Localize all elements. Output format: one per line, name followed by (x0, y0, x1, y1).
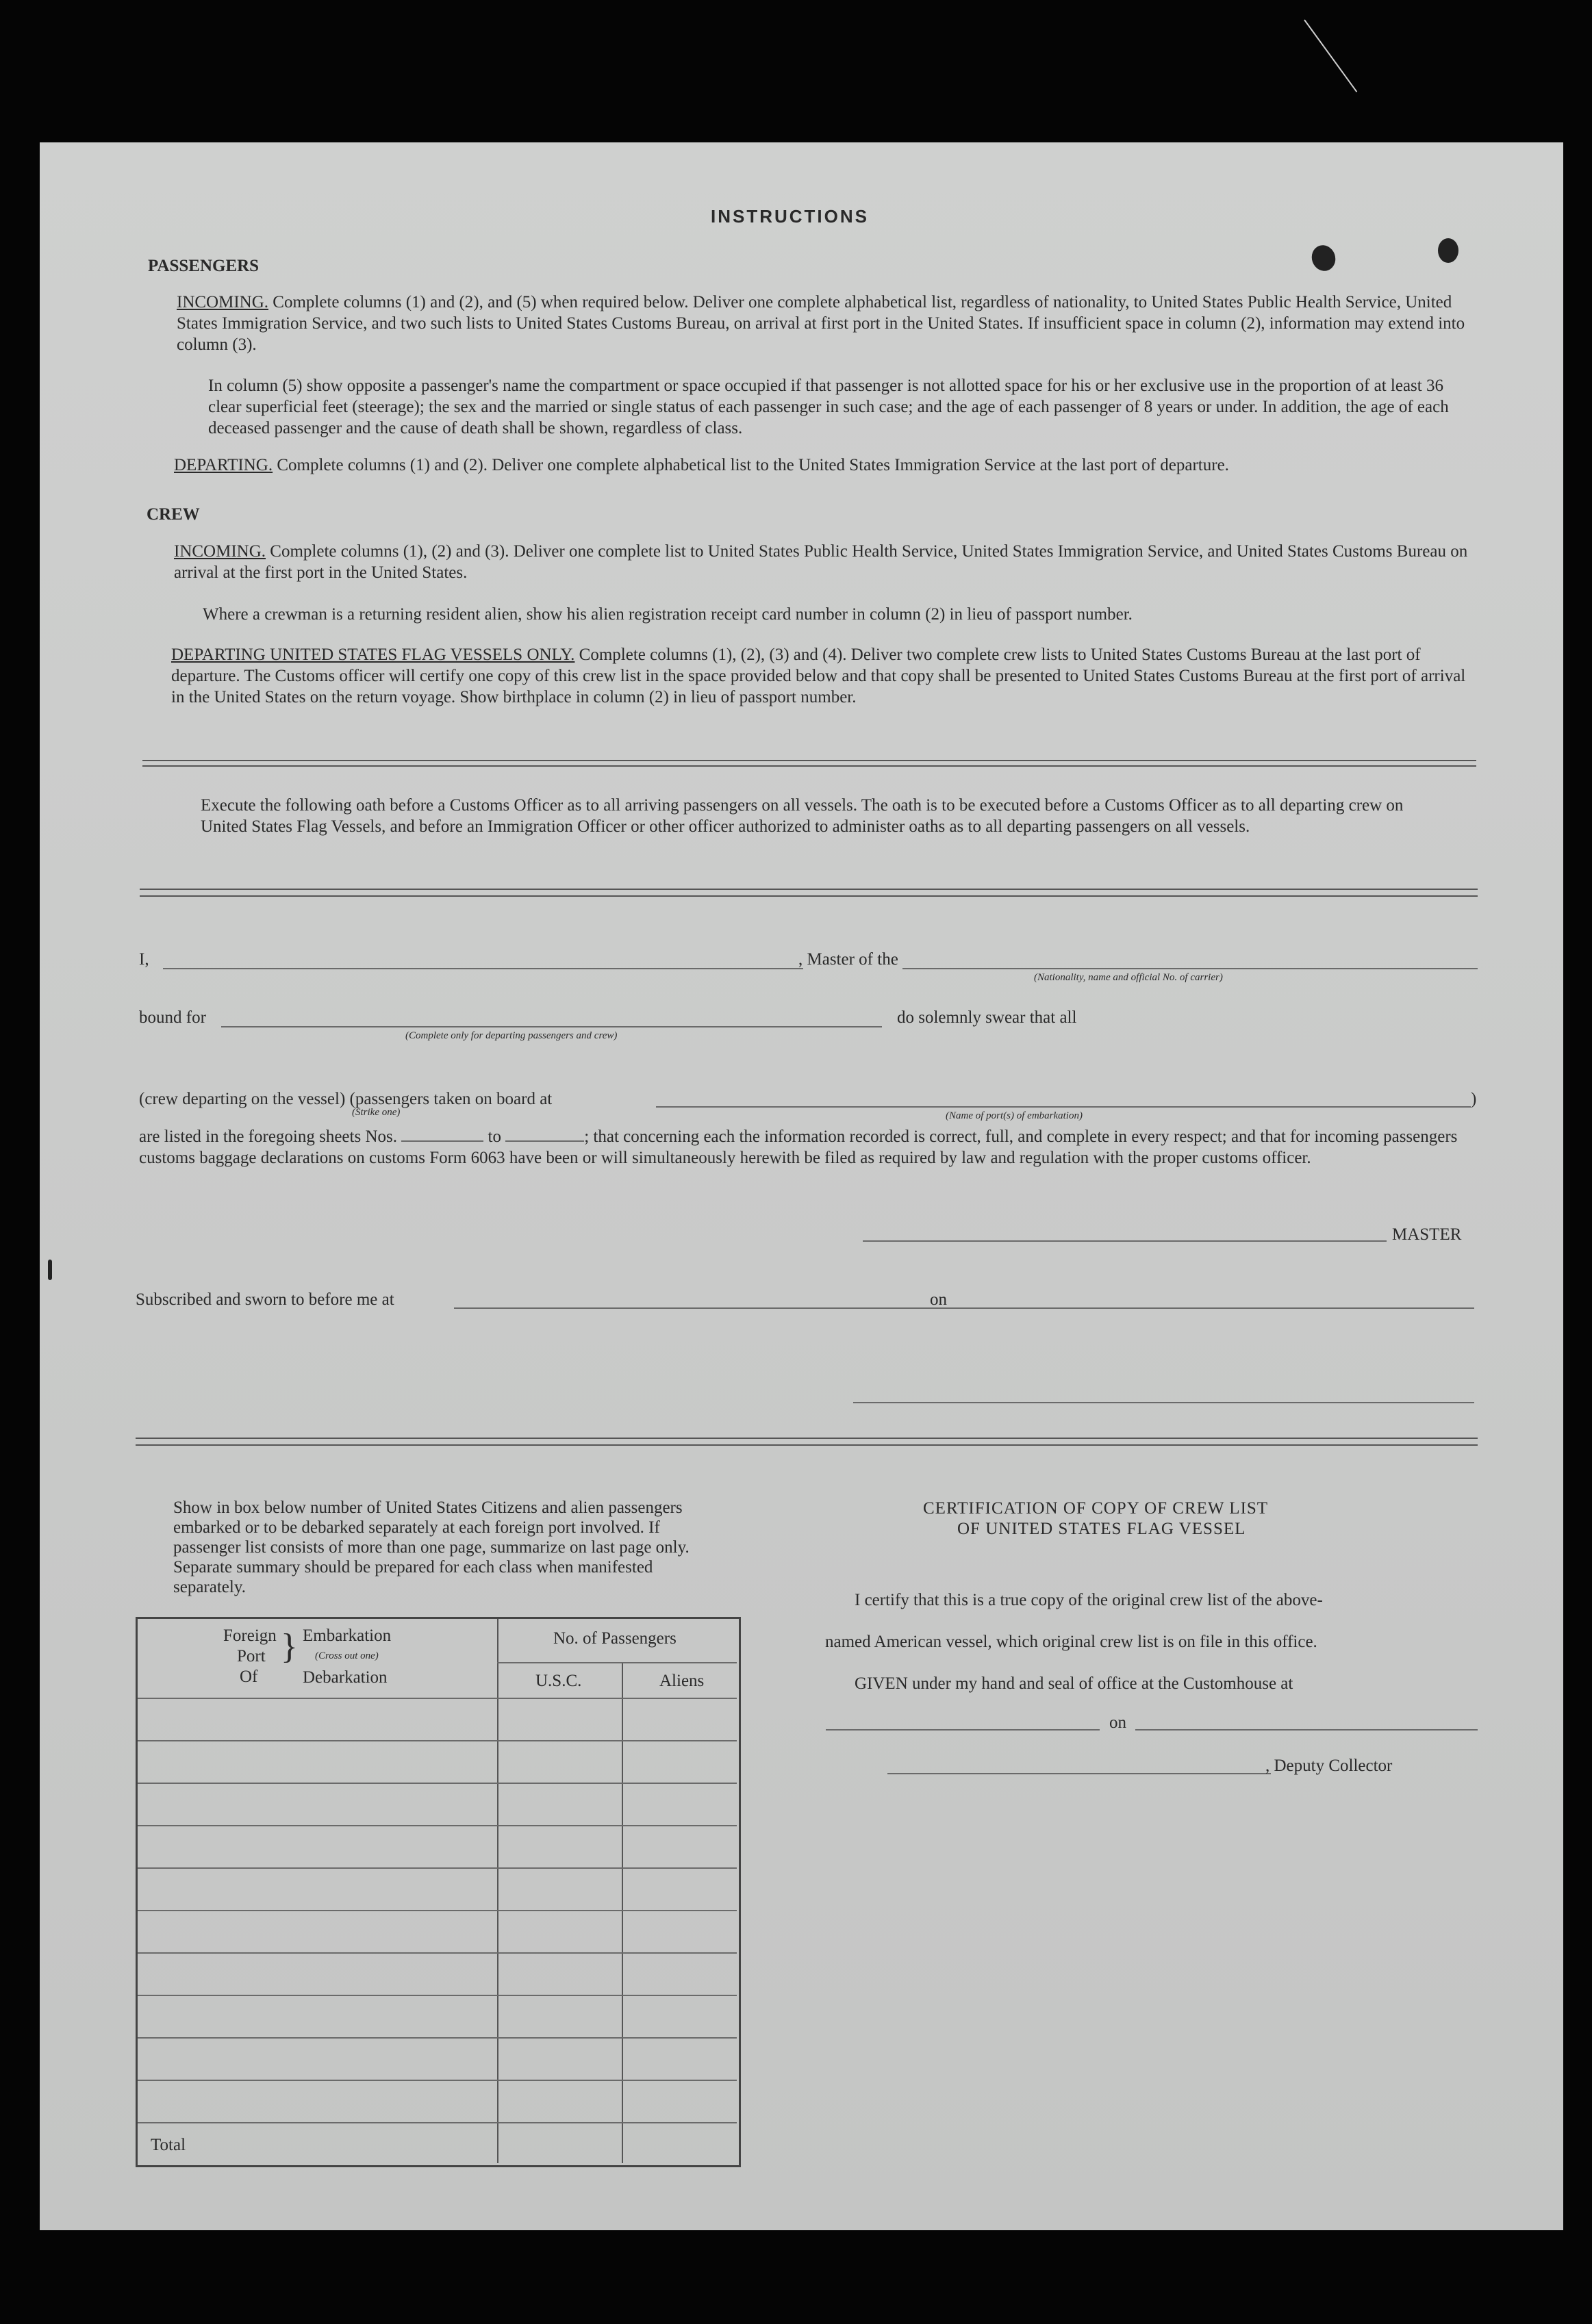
sheets-paragraph (139, 1126, 1481, 1169)
table-row[interactable] (138, 2080, 737, 2081)
certification-line1: I certify that this is a true copy of the original crew list of the above- (855, 1591, 1323, 1609)
table-row[interactable] (138, 2122, 737, 2123)
to-label: to (488, 1127, 501, 1146)
certification-date-field[interactable] (1135, 1729, 1478, 1731)
nationality-hint: (Nationality, name and official No. of carrier) (1034, 972, 1223, 983)
summary-instructions: Show in box below number of United States Citizens and alien passengers embarked or to be debarked separately at each foreign port involved. If passenger list consists of more than one page, summarize on last page only. Separate summary should be prepared for each class when manifested separately. (173, 1498, 690, 1596)
ink-blot (1309, 242, 1339, 274)
subscribed-place-field[interactable] (454, 1307, 961, 1309)
passengers-departing-label: DEPARTING. (174, 456, 273, 474)
certification-line3: GIVEN under my hand and seal of office at the Customhouse at (855, 1674, 1293, 1693)
section-divider (140, 895, 1478, 897)
table-row[interactable] (138, 1825, 737, 1826)
table-row[interactable] (138, 2037, 737, 2039)
col-debarkation: Debarkation (303, 1668, 388, 1687)
crew-incoming-paragraph (174, 541, 1482, 583)
bound-for-label: bound for (139, 1008, 206, 1027)
col-embarkation: Embarkation (303, 1626, 392, 1645)
master-name-field[interactable] (163, 968, 803, 969)
statement-text: ; that concerning each the information recorded is correct, full, and complete in every respect; and that for incoming passengers customs baggage declarations on customs Form 6063 have been or will simultaneously herewith be filed as required by law and regulation with the proper customs officer. (139, 1127, 1458, 1167)
crew-heading: CREW (147, 505, 200, 524)
crew-departing-text: Complete columns (1), (2), (3) and (4). Deliver two complete crew lists to United States Customs Bureau at the last port of departure. The Customs officer will certify one copy of this crew list in the space provided below and that copy shall be presented to United States Customs Bureau at the first port of arrival in the United States on the return voyage. Show birthplace in column (2) in lieu of passport number. (171, 646, 1466, 706)
listed-in-label: are listed in the foregoing sheets Nos. (139, 1127, 397, 1146)
form-sheet (40, 142, 1563, 2230)
table-row[interactable] (138, 1867, 737, 1869)
col-aliens: Aliens (659, 1672, 705, 1690)
master-signature-field[interactable] (863, 1240, 1387, 1242)
passengers-incoming-paragraph (177, 292, 1478, 355)
passengers-column5-text: In column (5) show opposite a passenger's name the compartment or space occupied if that passenger is not allotted space for his or her exclusive use in the proportion of at least 36 clear superficial feet (steerage); the sex and the married or single status of each passenger in such case; and the age of each passenger of 8 years or under. In addition, the age of each deceased passenger and the cause of death shall be shown, regardless of class. (208, 376, 1449, 437)
close-paren: ) (1471, 1090, 1477, 1108)
table-row[interactable] (138, 1995, 737, 1996)
crew-departing-label: (crew departing on the vessel) (passengers taken on board at (139, 1090, 553, 1108)
subscribed-label: Subscribed and sworn to before me at (136, 1290, 394, 1309)
customhouse-field[interactable] (826, 1729, 1100, 1731)
section-divider (136, 1438, 1478, 1439)
oath-intro: Execute the following oath before a Customs Officer as to all arriving passengers on all vessels. The oath is to be executed before a Customs Officer as to all departing crew on United States Flag Vessels, and before an Immigration Officer or other officer authorized to administer oaths as to all departing passengers on all vessels. (201, 796, 1404, 836)
table-divider (497, 1662, 737, 1663)
col-port: Port (237, 1647, 266, 1665)
col-no-passengers: No. of Passengers (553, 1629, 677, 1648)
passengers-heading: PASSENGERS (148, 257, 260, 275)
officer-signature-field[interactable] (853, 1402, 1474, 1403)
swear-text: do solemnly swear that all (897, 1008, 1077, 1027)
master-signature-label: MASTER (1392, 1225, 1462, 1244)
crew-incoming-text: Complete columns (1), (2) and (3). Deliver one complete list to United States Public Health Service, United States Immigration Service, and United States Customs Bureau on arrival at the first port in the United States. (174, 542, 1468, 582)
master-of-label: , Master of the (798, 950, 898, 969)
table-row[interactable] (138, 1952, 737, 1954)
section-divider (136, 1444, 1478, 1446)
subscribed-date-field[interactable] (957, 1307, 1474, 1309)
passengers-departing-text: Complete columns (1) and (2). Deliver one complete alphabetical list to the United States Immigration Service at the last port of departure. (277, 456, 1229, 474)
thread-stroke (1304, 19, 1357, 92)
crew-departing-label: DEPARTING UNITED STATES FLAG VESSELS ONLY. (171, 646, 575, 664)
ports-hint: (Name of port(s) of embarkation) (946, 1110, 1083, 1121)
ink-blot (1438, 238, 1458, 263)
deputy-collector-signature[interactable] (887, 1773, 1271, 1774)
col-of: Of (240, 1668, 258, 1686)
sheet-to-field[interactable] (505, 1127, 584, 1142)
crew-incoming-label: INCOMING. (174, 542, 266, 561)
instructions-title: INSTRUCTIONS (711, 206, 869, 227)
col-usc: U.S.C. (535, 1672, 582, 1690)
bound-for-field[interactable] (221, 1026, 882, 1027)
embarkation-ports-field[interactable] (656, 1106, 1471, 1108)
complete-only-hint: (Complete only for departing passengers and crew) (405, 1030, 618, 1041)
table-divider (497, 1619, 498, 2163)
sheet-from-field[interactable] (401, 1127, 483, 1142)
section-divider (142, 760, 1476, 761)
table-row[interactable] (138, 1740, 737, 1741)
oath-i-label: I, (139, 950, 149, 969)
passengers-departing-paragraph (174, 455, 1482, 476)
section-divider (142, 765, 1476, 767)
brace-glyph: } (281, 1627, 298, 1666)
certification-line2: named American vessel, which original crew list is on file in this office. (825, 1633, 1317, 1651)
pencil-mark (48, 1260, 52, 1280)
crew-departing-paragraph (171, 644, 1482, 708)
deputy-collector-label: , Deputy Collector (1265, 1757, 1393, 1775)
passenger-summary-table (136, 1617, 741, 2167)
col-cross-out: (Cross out one) (315, 1650, 379, 1661)
passengers-incoming-label: INCOMING. (177, 293, 269, 311)
table-divider (622, 1662, 623, 2163)
total-label: Total (151, 2136, 186, 2154)
table-divider (138, 1698, 737, 1699)
col-foreign: Foreign (223, 1626, 277, 1645)
subscribed-on-label: on (930, 1290, 947, 1309)
section-divider (140, 889, 1478, 890)
certification-title-line2: OF UNITED STATES FLAG VESSEL (957, 1520, 1246, 1538)
certification-on-label: on (1109, 1713, 1126, 1732)
table-row[interactable] (138, 1783, 737, 1784)
certification-title-line1: CERTIFICATION OF COPY OF CREW LIST (923, 1499, 1269, 1518)
strike-one-hint: (Strike one) (352, 1107, 401, 1118)
crew-resident-text: Where a crewman is a returning resident alien, show his alien registration receipt card number in column (2) in lieu of passport number. (203, 605, 1133, 624)
carrier-field[interactable] (902, 968, 1478, 969)
passengers-incoming-text: Complete columns (1) and (2), and (5) when required below. Deliver one complete alphabetical list, regardless of nationality, to United States Public Health Service, United States Immigration Service, and two such lists to United States Customs Bureau, on arrival at first port in the United States. If insufficient space in column (2), information may extend into column (3). (177, 293, 1465, 354)
table-row[interactable] (138, 1910, 737, 1911)
